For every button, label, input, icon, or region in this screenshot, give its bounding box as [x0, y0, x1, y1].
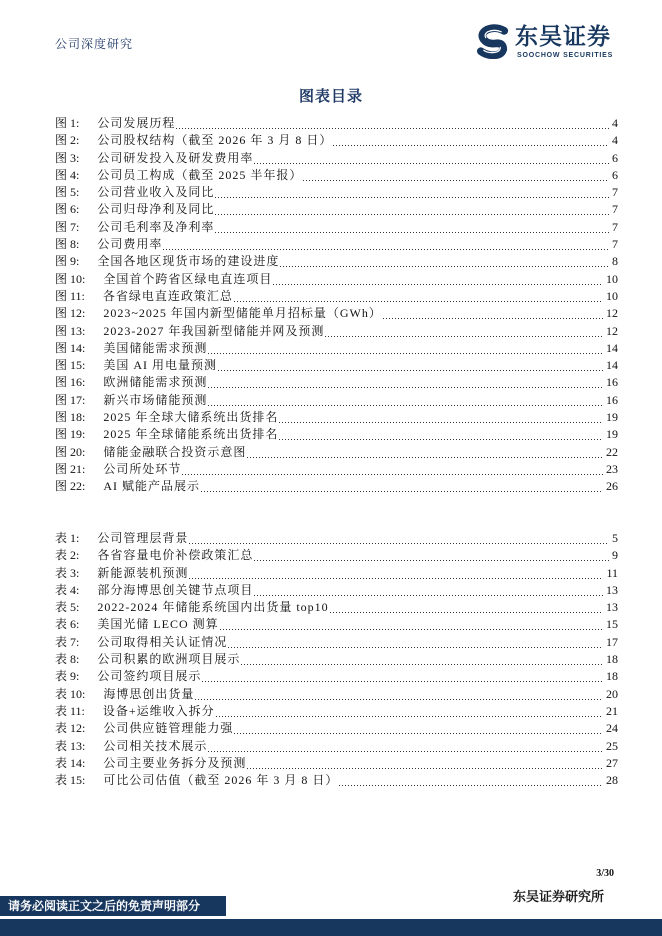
figure-entry-page: 22 [606, 444, 618, 459]
dot-leader [325, 323, 603, 340]
figure-entry[interactable] [55, 340, 618, 357]
figure-entry-label: 图 21: [55, 461, 86, 476]
figure-entry-title: 公司归母净利及同比 [97, 202, 215, 217]
table-entry-page: 13 [606, 600, 618, 615]
figure-entry-page: 10 [606, 271, 618, 286]
figure-entry[interactable] [55, 374, 618, 391]
figure-entry-title: 公司费用率 [97, 237, 163, 252]
figure-entry-title: 2023-2027 年我国新型储能并网及预测 [103, 323, 325, 338]
dot-leader [208, 374, 603, 391]
figure-entry[interactable] [55, 167, 618, 184]
figure-entry-title: 公司员工构成（截至 2025 半年报） [97, 167, 303, 182]
figure-entry-label: 图 6: [55, 202, 80, 217]
table-entry-title: 公司供应链管理能力强 [103, 721, 234, 736]
figure-entry-page: 6 [612, 150, 618, 165]
dot-leader [279, 426, 603, 443]
table-entry-page: 13 [606, 582, 618, 597]
dot-leader [234, 288, 603, 305]
figure-entry-page: 12 [606, 306, 618, 321]
footer-disclaimer-bar [0, 896, 226, 916]
dot-leader [208, 738, 603, 755]
dot-leader [303, 167, 609, 184]
table-entry-page: 25 [606, 738, 618, 753]
figure-entry[interactable] [55, 426, 618, 443]
table-entry[interactable] [55, 530, 618, 547]
figure-list [55, 115, 618, 496]
table-entry[interactable] [55, 634, 618, 651]
table-entry-title: 海博思创出货量 [103, 686, 195, 701]
table-entry-label: 表 5: [55, 600, 80, 615]
dot-leader [254, 547, 609, 564]
figure-entry[interactable] [55, 323, 618, 340]
table-entry-page: 5 [612, 531, 618, 545]
table-entry-label: 表 15: [55, 773, 86, 788]
dot-leader [247, 755, 603, 772]
figure-entry-label: 图 16: [55, 375, 86, 390]
table-entry-title: 公司积累的欧洲项目展示 [97, 652, 241, 667]
figure-entry-page: 19 [606, 427, 618, 442]
table-entry-page: 18 [606, 652, 618, 667]
soochow-s-logo-icon [476, 24, 511, 59]
figure-entry-page: 12 [606, 323, 618, 338]
dot-leader [208, 392, 603, 409]
dot-leader [254, 582, 603, 599]
figure-entry-title: 公司股权结构（截至 2026 年 3 月 8 日） [97, 133, 333, 148]
table-entry-title: 各省容量电价补偿政策汇总 [97, 548, 254, 563]
figure-entry-label: 图 3: [55, 150, 80, 165]
table-entry-title: 公司签约项目展示 [97, 669, 202, 684]
table-entry-label: 表 11: [55, 703, 85, 718]
footer-band [0, 919, 662, 936]
dot-leader [339, 772, 603, 789]
table-entry-label: 表 4: [55, 582, 80, 597]
dot-leader [330, 599, 603, 616]
figure-entry-label: 图 5: [55, 185, 80, 200]
figure-entry[interactable] [55, 409, 618, 426]
table-entry-title: 2022-2024 年储能系统国内出货量 top10 [97, 600, 329, 615]
figure-entry-title: 美国 AI 用电量预测 [103, 358, 218, 373]
table-entry[interactable] [55, 755, 618, 772]
dot-leader [254, 150, 609, 167]
figure-entry[interactable] [55, 184, 618, 201]
figure-entry[interactable] [55, 201, 618, 218]
table-entry[interactable] [55, 616, 618, 633]
figure-entry-title: 2025 年全球大储系统出货排名 [103, 410, 279, 425]
table-entry[interactable] [55, 738, 618, 755]
figure-entry-page: 14 [606, 358, 618, 373]
table-entry-page: 24 [606, 721, 618, 736]
dot-leader [201, 478, 603, 495]
table-entry-page: 27 [606, 755, 618, 770]
table-entry-page: 20 [606, 686, 618, 701]
table-entry-page: 18 [606, 669, 618, 684]
figure-entry-label: 图 2: [55, 133, 80, 148]
figure-entry-title: 各省绿电直连政策汇总 [102, 288, 233, 303]
table-entry[interactable] [55, 686, 618, 703]
figure-entry-label: 图 17: [55, 392, 86, 407]
figure-entry-page: 10 [606, 288, 618, 303]
dot-leader [241, 651, 603, 668]
figure-entry[interactable] [55, 132, 618, 149]
figure-entry-label: 图 19: [55, 427, 86, 442]
dot-leader [182, 461, 603, 478]
table-entry[interactable] [55, 720, 618, 737]
dot-leader [208, 340, 603, 357]
dot-leader [333, 132, 609, 149]
figure-entry-page: 7 [612, 202, 618, 217]
table-entry-title: 美国光储 LECO 测算 [97, 617, 219, 632]
page-title: 图表目录 [298, 89, 363, 105]
figure-entry-page: 4 [612, 133, 618, 148]
dot-leader [215, 201, 609, 218]
figure-entry-label: 图 13: [55, 323, 86, 338]
table-entry[interactable] [55, 668, 618, 685]
table-entry-title: 公司主要业务拆分及预测 [103, 755, 247, 770]
figure-entry[interactable] [55, 219, 618, 236]
figure-entry[interactable] [55, 461, 618, 478]
dot-leader [383, 305, 603, 322]
table-entry[interactable] [55, 599, 618, 616]
figure-entry[interactable] [55, 271, 618, 288]
dot-leader [247, 444, 603, 461]
figure-entry[interactable] [55, 115, 618, 132]
table-entry-title: 公司管理层背景 [97, 531, 189, 545]
figure-entry-title: 公司所处环节 [103, 461, 182, 476]
figure-entry-label: 图 9: [55, 254, 80, 269]
table-entry-label: 表 12: [55, 721, 86, 736]
figure-entry-page: 23 [606, 461, 618, 476]
figure-entry-label: 图 8: [55, 237, 80, 252]
table-entry-title: 新能源装机预测 [97, 565, 189, 580]
table-entry[interactable] [55, 772, 618, 789]
table-entry[interactable] [55, 565, 618, 582]
dot-leader [228, 634, 603, 651]
table-entry-label: 表 7: [55, 634, 80, 649]
logo-english-name: SOOCHOW SECURITIES [517, 52, 614, 59]
figure-entry-page: 4 [612, 116, 618, 130]
table-entry[interactable] [55, 582, 618, 599]
figure-entry[interactable] [55, 444, 618, 461]
logo-chinese-name: 东吴证券 [515, 24, 611, 50]
table-entry-label: 表 9: [55, 669, 80, 684]
dot-leader [215, 184, 609, 201]
figure-entry[interactable] [55, 305, 618, 322]
table-entry-label: 表 10: [55, 686, 86, 701]
table-entry-label: 表 1: [55, 531, 80, 545]
figure-entry[interactable] [55, 392, 618, 409]
page-number: 3/30 [596, 868, 614, 879]
figure-entry-label: 图 15: [55, 358, 86, 373]
figure-entry-title: 公司发展历程 [97, 116, 176, 130]
figure-entry-title: 2023~2025 年国内新型储能单月招标量（GWh） [103, 306, 382, 321]
table-entry-page: 11 [606, 565, 618, 580]
dot-leader [216, 703, 603, 720]
figure-entry[interactable] [55, 150, 618, 167]
figure-entry-page: 14 [606, 340, 618, 355]
figure-entry-label: 图 14: [55, 340, 86, 355]
table-entry-page: 28 [606, 773, 618, 788]
table-entry-page: 21 [606, 703, 618, 718]
dot-leader [189, 530, 609, 547]
dot-leader [280, 253, 609, 270]
table-entry-label: 表 3: [55, 565, 80, 580]
dot-leader [273, 271, 603, 288]
dot-leader [215, 219, 609, 236]
dot-leader [220, 616, 603, 633]
dot-leader [279, 409, 603, 426]
table-entry-title: 公司相关技术展示 [103, 738, 208, 753]
table-entry-label: 表 14: [55, 755, 86, 770]
table-entry[interactable] [55, 547, 618, 564]
figure-entry-label: 图 7: [55, 219, 80, 234]
figure-entry[interactable] [55, 253, 618, 270]
table-entry-page: 9 [612, 548, 618, 563]
figure-entry-label: 图 11: [55, 288, 85, 303]
table-entry[interactable] [55, 703, 618, 720]
dot-leader [195, 686, 603, 703]
table-entry-label: 表 13: [55, 738, 86, 753]
dot-leader [176, 115, 609, 132]
figure-entry-page: 7 [612, 185, 618, 200]
table-entry-label: 表 8: [55, 652, 80, 667]
figure-entry-title: AI 赋能产品展示 [103, 479, 201, 494]
dot-leader [234, 720, 603, 737]
figure-entry[interactable] [55, 478, 618, 495]
figure-entry-page: 16 [606, 375, 618, 390]
company-logo [476, 23, 616, 61]
figure-entry-title: 公司营业收入及同比 [97, 185, 215, 200]
figure-entry-page: 19 [606, 410, 618, 425]
figure-entry-label: 图 4: [55, 167, 80, 182]
figure-entry-label: 图 1: [55, 116, 80, 130]
figure-entry-page: 6 [612, 167, 618, 182]
figure-entry-title: 公司毛利率及净利率 [97, 219, 215, 234]
figure-entry-label: 图 12: [55, 306, 86, 321]
figure-entry-title: 2025 年全球储能系统出货排名 [103, 427, 279, 442]
table-entry-title: 设备+运维收入拆分 [102, 703, 215, 718]
table-entry-label: 表 6: [55, 617, 80, 632]
figure-entry-label: 图 20: [55, 444, 86, 459]
report-type-header: 公司深度研究 [55, 37, 134, 51]
figure-entry-label: 图 10: [55, 271, 86, 286]
footer-disclaimer: 请务必阅读正文之后的免责声明部分 [8, 899, 201, 913]
dot-leader [202, 668, 603, 685]
table-entry-title: 可比公司估值（截至 2026 年 3 月 8 日） [103, 773, 339, 788]
figure-entry-title: 美国储能需求预测 [103, 340, 208, 355]
table-entry[interactable] [55, 651, 618, 668]
figure-entry-title: 全国各地区现货市场的建设进度 [97, 254, 280, 269]
figure-entry-page: 26 [606, 479, 618, 494]
figure-entry-page: 7 [612, 237, 618, 252]
figure-entry-title: 新兴市场储能预测 [103, 392, 208, 407]
dot-leader [218, 357, 603, 374]
figure-entry[interactable] [55, 357, 618, 374]
figure-entry[interactable] [55, 288, 618, 305]
table-entry-page: 15 [606, 617, 618, 632]
figure-entry-title: 公司研发投入及研发费用率 [97, 150, 254, 165]
figure-entry-title: 储能金融联合投资示意图 [103, 444, 247, 459]
table-entry-title: 部分海博思创关键节点项目 [97, 582, 254, 597]
figure-entry-label: 图 18: [55, 410, 86, 425]
figure-entry-title: 欧洲储能需求预测 [103, 375, 208, 390]
figure-entry-label: 图 22: [55, 479, 86, 494]
table-list [55, 530, 618, 789]
table-entry-page: 17 [606, 634, 618, 649]
figure-entry-title: 全国首个跨省区绿电直连项目 [103, 271, 273, 286]
figure-entry[interactable] [55, 236, 618, 253]
dot-leader [189, 565, 603, 582]
figure-entry-page: 8 [612, 254, 618, 269]
table-entry-label: 表 2: [55, 548, 80, 563]
footer-institute: 东吴证券研究所 [513, 889, 605, 904]
table-entry-title: 公司取得相关认证情况 [97, 634, 228, 649]
figure-entry-page: 16 [606, 392, 618, 407]
dot-leader [163, 236, 609, 253]
figure-entry-page: 7 [612, 219, 618, 234]
